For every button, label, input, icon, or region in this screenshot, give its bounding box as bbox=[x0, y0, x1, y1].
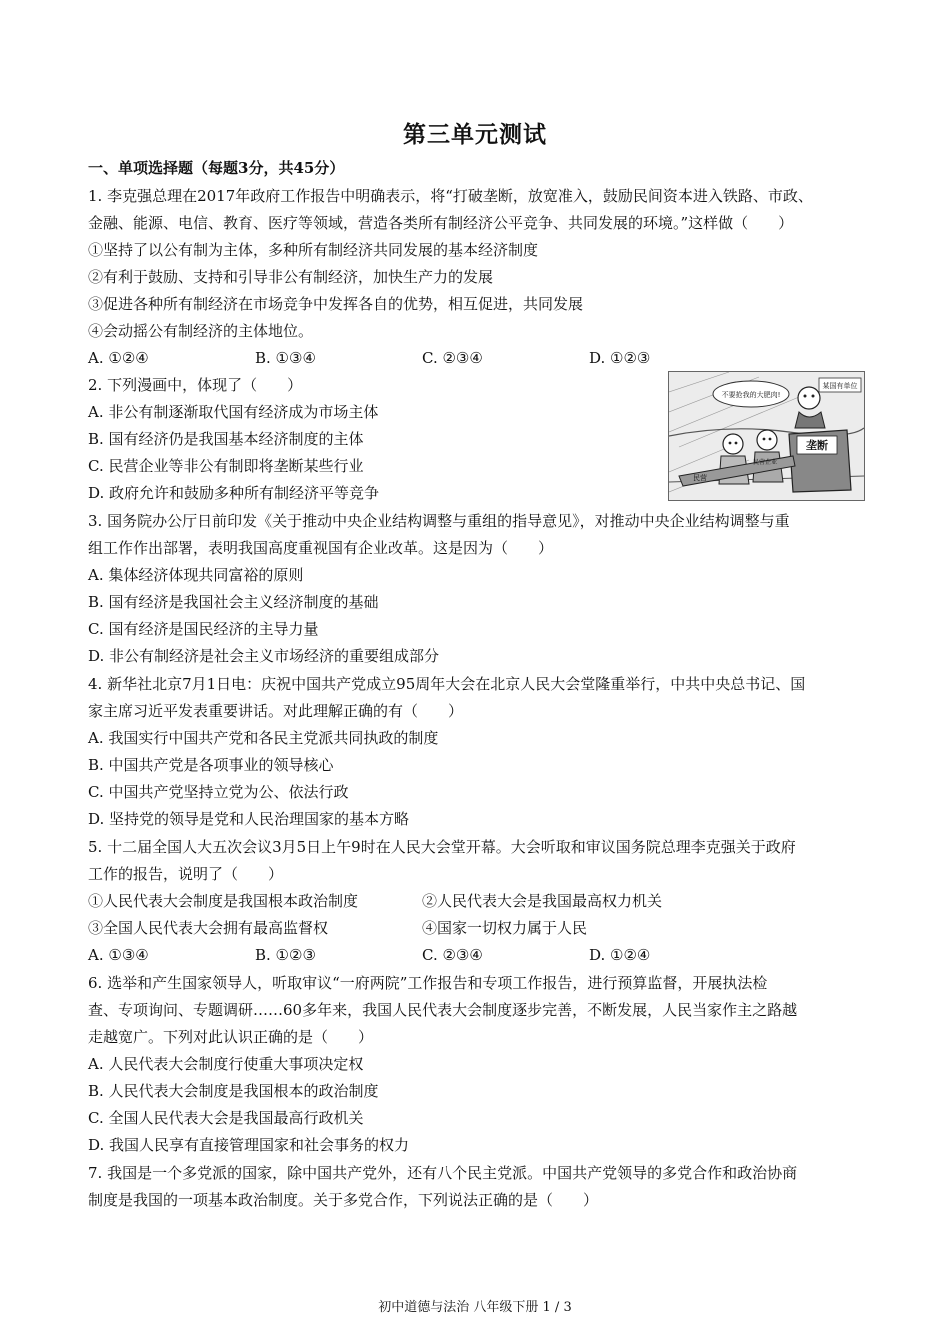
q7-stem-line2: 制度是我国的一项基本政治制度。关于多党合作，下列说法正确的是（ ） bbox=[88, 1191, 599, 1209]
cartoon-state-label: 某国有单位 bbox=[822, 382, 858, 390]
page-title: 第三单元测试 bbox=[403, 121, 547, 148]
cartoon-bubble-text: 不要抢我的大肥肉! bbox=[721, 391, 781, 399]
q5-statements-row1 bbox=[88, 891, 756, 911]
q5-statement-3: ③全国人民代表大会拥有最高监督权 bbox=[88, 919, 329, 937]
q6-option-c: C. 全国人民代表大会是我国最高行政机关 bbox=[88, 1109, 364, 1127]
q6-stem-line3: 走越宽广。下列对此认识正确的是（ ） bbox=[88, 1028, 374, 1046]
cartoon-monopoly-label: 垄断 bbox=[806, 439, 828, 452]
q5-stem-line1: 5. 十二届全国人大五次会议3月5日上午9时在人民大会堂开幕。大会听取和审议国务院总理李克强关于政府 bbox=[88, 838, 796, 856]
q1-statement-3: ③促进各种所有制经济在市场竞争中发挥各自的优势，相互促进，共同发展 bbox=[88, 295, 584, 313]
q6-option-d: D. 我国人民享有直接管理国家和社会事务的权力 bbox=[88, 1136, 410, 1154]
q2-option-b: B. 国有经济仍是我国基本经济制度的主体 bbox=[88, 430, 364, 448]
q6-option-b: B. 人民代表大会制度是我国根本的政治制度 bbox=[88, 1082, 379, 1100]
q2-option-a: A. 非公有制逐渐取代国有经济成为市场主体 bbox=[88, 403, 379, 421]
cartoon-private-enterprise-label: 民营企业 bbox=[753, 459, 778, 466]
q4-stem-line1: 4. 新华社北京7月1日电：庆祝中国共产党成立95周年大会在北京人民大会堂隆重举行，中共中央总书记、国 bbox=[88, 675, 806, 693]
q2-option-c: C. 民营企业等非公有制即将垄断某些行业 bbox=[88, 457, 364, 475]
q2-stem: 2. 下列漫画中，体现了（ ） bbox=[88, 376, 303, 394]
q5-option-d: D. ①②④ bbox=[589, 946, 651, 964]
q4-option-b: B. 中国共产党是各项事业的领导核心 bbox=[88, 756, 334, 774]
q4-option-c: C. 中国共产党坚持立党为公、依法行政 bbox=[88, 783, 349, 801]
q1-stem-line2: 金融、能源、电信、教育、医疗等领域，营造各类所有制经济公平竞争、共同发展的环境。”这样做（ ） bbox=[88, 214, 794, 232]
page-footer: 初中道德与法治 八年级下册 1 / 3 bbox=[378, 1300, 572, 1315]
q3-option-a: A. 集体经济体现共同富裕的原则 bbox=[88, 566, 304, 584]
q3-stem-line1: 3. 国务院办公厅日前印发《关于推动中央企业结构调整与重组的指导意见》，对推动中央企业结构调整与重 bbox=[88, 512, 790, 530]
q1-options bbox=[88, 348, 848, 368]
q6-stem-line2: 查、专项询问、专题调研……60多年来，我国人民代表大会制度逐步完善，不断发展，人民当家作主之路越 bbox=[88, 1001, 798, 1019]
q4-option-a: A. 我国实行中国共产党和各民主党派共同执政的制度 bbox=[88, 729, 439, 747]
q2-option-d: D. 政府允许和鼓励多种所有制经济平等竞争 bbox=[88, 484, 380, 502]
q6-option-a: A. 人民代表大会制度行使重大事项决定权 bbox=[88, 1055, 364, 1073]
q1-statement-2: ②有利于鼓励、支持和引导非公有制经济，加快生产力的发展 bbox=[88, 268, 494, 286]
q3-option-d: D. 非公有制经济是社会主义市场经济的重要组成部分 bbox=[88, 647, 440, 665]
q5-options bbox=[88, 945, 848, 965]
q3-option-c: C. 国有经济是国民经济的主导力量 bbox=[88, 620, 319, 638]
q1-statement-4: ④会动摇公有制经济的主体地位。 bbox=[88, 322, 314, 340]
q5-option-c: C. ②③④ bbox=[422, 946, 483, 964]
q5-stem-line2: 工作的报告，说明了（ ） bbox=[88, 865, 284, 883]
section-heading: 一、单项选择题（每题3分，共45分） bbox=[88, 159, 345, 177]
q1-option-d: D. ①②③ bbox=[589, 349, 651, 367]
q3-stem-line2: 组工作作出部署，表明我国高度重视国有企业改革。这是因为（ ） bbox=[88, 539, 554, 557]
q5-option-a: A. ①③④ bbox=[88, 946, 149, 964]
q4-option-d: D. 坚持党的领导是党和人民治理国家的基本方略 bbox=[88, 810, 410, 828]
q5-option-b: B. ①②③ bbox=[255, 946, 316, 964]
q5-statement-1: ①人民代表大会制度是我国根本政治制度 bbox=[88, 892, 359, 910]
q1-statement-1: ①坚持了以公有制为主体，多种所有制经济共同发展的基本经济制度 bbox=[88, 241, 539, 259]
q7-stem-line1: 7. 我国是一个多党派的国家，除中国共产党外，还有八个民主党派。中国共产党领导的多党合作和政治协商 bbox=[88, 1164, 798, 1182]
q1-option-a: A. ①②④ bbox=[88, 349, 149, 367]
q5-statement-4: ④国家一切权力属于人民 bbox=[422, 919, 588, 937]
q6-stem-line1: 6. 选举和产生国家领导人，听取审议“一府两院”工作报告和专项工作报告，进行预算监督，开展执法检 bbox=[88, 974, 768, 992]
q5-statement-2: ②人民代表大会是我国最高权力机关 bbox=[422, 892, 663, 910]
q2-cartoon-image bbox=[668, 371, 865, 501]
q1-option-b: B. ①③④ bbox=[255, 349, 316, 367]
q1-option-c: C. ②③④ bbox=[422, 349, 483, 367]
q1-stem-line1: 1. 李克强总理在2017年政府工作报告中明确表示，将“打破垄断，放宽准入，鼓励民间资本进入铁路、市政、 bbox=[88, 187, 813, 205]
cartoon-private-label: 民营 bbox=[693, 474, 707, 482]
q3-option-b: B. 国有经济是我国社会主义经济制度的基础 bbox=[88, 593, 379, 611]
q5-statements-row2 bbox=[88, 918, 756, 938]
q4-stem-line2: 家主席习近平发表重要讲话。对此理解正确的有（ ） bbox=[88, 702, 464, 720]
